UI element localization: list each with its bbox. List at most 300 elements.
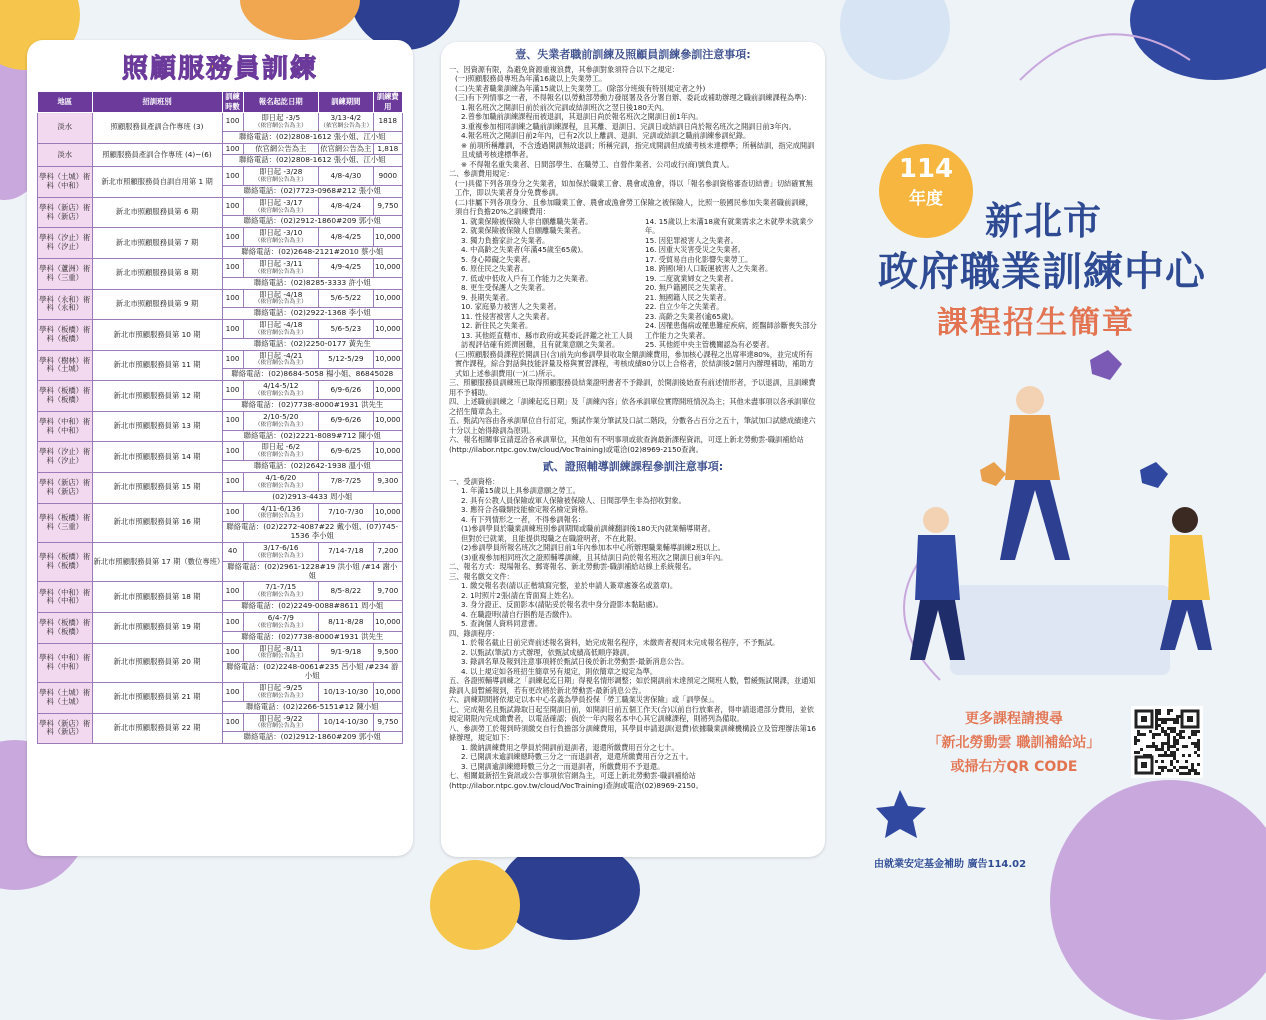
reg-date-cell	[243, 472, 319, 491]
region-cell: 學科（汐止）術科（汐止）	[38, 442, 93, 473]
footer-note: 由就業安定基金補助 廣告114.02	[874, 859, 1027, 870]
period: 5/12-5/29	[328, 354, 364, 364]
fee-cell: 10,000	[373, 320, 402, 339]
note-line: 9. 長期失業者。	[461, 292, 514, 302]
fee-cell: 10,000	[373, 289, 402, 308]
reg-date-cell	[243, 613, 319, 632]
course-table	[37, 91, 403, 744]
phone-cell: 聯絡電話：(02)7738-8000#1931 洪先生	[222, 631, 402, 643]
fee-cell: 10,000	[373, 258, 402, 277]
region-cell: 學科（板橋）術科（三重）	[38, 503, 93, 542]
note-line: 四、錄訓程序：	[449, 628, 500, 638]
class-cell: 新北市照顧服務員第 20 期	[92, 643, 222, 682]
note-line: 三、照顧服務員訓練班已取得照顧服務員結業證明書者不予錄訓，於開訓後始查有前述情形者，予以退訓，且訓練費用不予補助。	[449, 378, 816, 397]
phone-cell: 聯絡電話：(02)2266-5151#12 陳小姐	[222, 701, 402, 713]
reg-date-note: （依官網公告為主）	[254, 692, 307, 699]
hours-cell: 100	[222, 289, 243, 308]
table-row	[38, 683, 403, 702]
reg-date-cell	[243, 197, 319, 216]
hours-cell: 100	[222, 613, 243, 632]
period-cell	[319, 350, 374, 369]
note-line: (三)有下列情事之一者，不得報名(以勞動部勞動力發展署及各分署自辦、委託或補助辦理之職前訓練課程為準)：	[455, 93, 812, 103]
header-hours: 訓練時數	[222, 92, 243, 113]
period-cell	[319, 643, 374, 662]
class-cell: 新北市照顧服務員第 19 期	[92, 613, 222, 644]
note-line: 5. 身心障礙之失業者。	[461, 254, 535, 264]
reg-date-note: （依官網公告為主）	[254, 592, 307, 599]
note-line: 7. 低或中低收入戶有工作能力之失業者。	[461, 273, 593, 283]
reg-date: 即日起 -3/11	[259, 258, 303, 268]
reg-date-cell	[243, 381, 319, 400]
table-title: 照顧服務員訓練	[121, 54, 318, 84]
hours-cell: 100	[222, 442, 243, 461]
reg-date: 即日起 -3/28	[259, 167, 303, 177]
period: 6/9-6/25	[330, 445, 362, 455]
note-line: 14. 15歲以上未滿18歲有就業需求之未就學未就業少年。	[645, 216, 814, 236]
period-cell	[319, 258, 374, 277]
note-line: 5. 查詢個人資料同意書。	[461, 619, 543, 629]
hours-cell: 100	[222, 643, 243, 662]
note-line: 2.曾參加職前訓練課程而被退訓，其退訓日尚於報名班次之開訓日前1年內。	[461, 112, 703, 122]
class-cell: 照顧服務員產訓合作專班 (4)~(6)	[92, 143, 222, 167]
period-cell	[319, 228, 374, 247]
period: 7/8-7/25	[330, 476, 362, 486]
period-cell	[319, 289, 374, 308]
qr-code-icon	[1134, 709, 1200, 775]
identity-list-left	[449, 217, 633, 350]
period: 8/11-8/28	[328, 616, 364, 626]
reg-date-cell	[243, 289, 319, 308]
reg-date-note: （依官網公告為主）	[254, 653, 307, 660]
note-line: ※ 前項所稱離訓，不含透過開訓無故退訓；所稱完訓，指完成開訓但成績考核未達標準；所稱結訓，指完成開訓且成績考核達標準者。	[461, 140, 815, 160]
reg-date-cell	[243, 320, 319, 339]
class-cell: 新北市照顧服務員第 22 期	[92, 713, 222, 744]
note-line: 23. 高齡之失業者(逾65歲)。	[645, 311, 739, 321]
period-cell	[319, 582, 374, 601]
reg-date: 4/11-6/136	[260, 503, 301, 513]
reg-date-cell	[243, 442, 319, 461]
region-cell: 學科（中和）術科（中和）	[38, 643, 93, 682]
table-row	[38, 143, 403, 155]
section1-tail	[449, 350, 817, 455]
period: 7/10-7/30	[328, 507, 364, 517]
period-cell	[319, 143, 374, 155]
fee-cell: 10,000	[373, 350, 402, 369]
note-line: 8. 更生受保護人之失業者。	[461, 283, 550, 293]
period-cell	[319, 613, 374, 632]
class-cell: 新北市照顧服務員第 11 期	[92, 350, 222, 381]
reg-date: 依官網公告為主	[255, 143, 307, 153]
note-line: 3. 獨力負擔家計之失業者。	[461, 235, 550, 245]
table-row	[38, 442, 403, 461]
table-row	[38, 713, 403, 732]
period: 6/9-6/26	[330, 415, 362, 425]
note-line: (1)參訓學員於職業訓練班別參訓期間或職前訓練翻訓後180天內就業輔導期者。	[461, 524, 715, 534]
reg-date-cell	[243, 543, 319, 562]
fee-cell: 10,000	[373, 228, 402, 247]
hours-cell: 100	[222, 381, 243, 400]
fee-cell: 10,000	[373, 381, 402, 400]
note-line: 3. 應符合各職類技能檢定報名檢定資格。	[461, 505, 593, 515]
note-line: (二)非屬下列各項身分、且參加職業工會、農會或漁會勞工保險之被保險人，比照一般國民參加失業者職前訓練，須自行負擔20%之訓練費用：	[455, 197, 813, 217]
note-line: 22. 自立少年之失業者。	[645, 302, 724, 312]
phone-cell: 聯絡電話：(02)2912-1860#209 郭小姐	[222, 732, 402, 744]
note-line: 六、報名相關事宜請逕洽各承訓單位，其他如有不明事項或欲查詢最新課程資訊，可逕上新北勞動雲-職訓補給站(http://ilabor.ntpc.gov.tw/cloud/VocTraining)或電洽(02)8969-2150查詢。	[449, 435, 804, 454]
period: 6/9-6/26	[330, 384, 362, 394]
reg-date-cell	[243, 167, 319, 186]
note-line: 3. 已開訓逾訓練總時數三分之一而退訓者，所繳費用不予退還。	[461, 761, 665, 771]
note-line: 八、參訓勞工於報到時須繳交自行負擔部分訓練費用，其學員申請退訓(退費)依據職業訓練機構設立及管理辦法第16條辦理，規定如下：	[449, 723, 816, 743]
note-line: 4. 中高齡之失業者(年滿45歲至65歲)。	[461, 245, 588, 255]
period-cell	[319, 683, 374, 702]
section2-body	[449, 477, 817, 791]
reg-date: 即日起 -9/25	[259, 683, 303, 693]
reg-date-cell	[243, 113, 319, 132]
note-line: 12. 新住民之失業者。	[461, 321, 533, 331]
reg-date-cell	[243, 713, 319, 732]
reg-date-note: （依官網公告為主）	[254, 622, 307, 629]
note-line: (2)參訓學員所報名班次之開訓日前1年內參加本中心所辦理職業輔導訓練2班以上。	[461, 543, 725, 553]
class-cell: 新北市照顧服務員第 15 期	[92, 472, 222, 503]
period: 7/14-7/18	[328, 546, 364, 556]
table-row	[38, 582, 403, 601]
reg-date-note: （依官網公告為主）	[254, 207, 307, 214]
reg-date: 即日起 -3/17	[259, 197, 303, 207]
reg-date: 即日起 -4/18	[259, 320, 303, 330]
reg-date: 4/14-5/12	[263, 381, 299, 391]
period: 5/6-5/22	[330, 292, 362, 302]
class-cell: 新北市照顧服務員第 17 期（數位專班）	[92, 543, 222, 582]
table-row	[38, 167, 403, 186]
phone-cell: (02)2913-4433 周小姐	[222, 491, 402, 503]
reg-date-note: （依官網公告為主）	[254, 238, 307, 245]
region-cell: 學科（板橋）術科（板橋）	[38, 543, 93, 582]
reg-date: 即日起 -3/5	[261, 113, 301, 122]
section2-title: 貳、證照輔導訓練課程參訓注意事項:	[542, 460, 724, 474]
cover-title-center: 政府職業訓練中心	[878, 249, 1206, 295]
hours-cell: 100	[222, 503, 243, 522]
phone-cell: 聯絡電話：(02)7738-8000#1931 洪先生	[222, 399, 402, 411]
region-cell: 學科（板橋）術科（板橋）	[38, 613, 93, 644]
region-cell: 學科（板橋）術科（板橋）	[38, 381, 93, 412]
note-line: 六、訓練期間將依規定以本中心名義為學員投保「勞工職業災害保險」或「訓學保」。	[449, 695, 719, 705]
header-region: 地區	[38, 92, 93, 113]
note-line: 4. 在職證明(請自行斟酌是否繳件)。	[461, 609, 577, 619]
note-line: 2. 已開訓未逾訓練總時數三分之一而退訓者，退還所繳費用百分之五十。	[461, 752, 693, 762]
note-line: 1.報名班次之開訓日前於前次完訓或結訓班次之翌日後180天內。	[461, 102, 669, 112]
period: 3/13-4/2	[330, 113, 362, 122]
search-hint-line3: 或掃右方QR CODE	[950, 759, 1078, 775]
class-cell: 新北市照顧服務員第 10 期	[92, 320, 222, 351]
reg-date-note: （依官網公告為主）	[254, 176, 307, 183]
reg-date: 4/1-6/20	[265, 472, 297, 482]
hours-cell: 100	[222, 167, 243, 186]
header-reg-date: 報名起訖日期	[243, 92, 319, 113]
header-period: 訓練期間	[319, 92, 374, 113]
region-cell: 學科（中和）術科（中和）	[38, 582, 93, 613]
phone-cell: 聯絡電話：(02)2250-0177 黃先生	[222, 338, 402, 350]
reg-date-cell	[243, 228, 319, 247]
reg-date: 即日起 -4/21	[259, 350, 303, 360]
section1-body	[449, 65, 817, 217]
reg-date-cell	[243, 258, 319, 277]
identity-list	[449, 217, 817, 350]
note-line: 21. 無國籍人民之失業者。	[645, 292, 731, 302]
qr-code[interactable]	[1131, 706, 1203, 778]
reg-date-cell	[243, 503, 319, 522]
phone-cell: 聯絡電話：(02)2961-1228#19 洪小姐 /#14 謝小姐	[222, 561, 402, 582]
reg-date: 2/10-5/20	[263, 411, 299, 421]
period-cell	[319, 411, 374, 430]
hours-cell: 100	[222, 683, 243, 702]
reg-date-note: （依官網公告為主）	[254, 482, 307, 489]
note-line: 4.報名班次之開訓日前2年內，已有2次以上離訓、退訓、完訓或結訓之職前訓練參訓紀錄。	[461, 131, 751, 141]
period-cell	[319, 503, 374, 522]
note-line: 1. 就業保險被保險人非自願離職失業者。	[461, 216, 593, 226]
bg-yellow-bottom	[430, 860, 520, 950]
class-cell: 新北市照顧服務員第 12 期	[92, 381, 222, 412]
note-line: 19. 二度就業婦女之失業者。	[645, 273, 738, 283]
region-cell: 學科（中和）術科（中和）	[38, 411, 93, 442]
region-cell: 學科（永和）術科（永和）	[38, 289, 93, 320]
region-cell: 淡水	[38, 143, 93, 167]
reg-date-note: （依官網公告為主）	[254, 391, 307, 397]
reg-date: 即日起 -9/22	[259, 713, 303, 723]
phone-cell: 聯絡電話：(02)2249-0088#8611 周小姐	[222, 601, 402, 613]
header-fee: 訓練費用	[373, 92, 402, 113]
reg-date-note: （依官網公告為主）	[254, 552, 307, 559]
region-cell: 淡水	[38, 113, 93, 144]
table-row	[38, 197, 403, 216]
period: 5/6-5/23	[330, 323, 362, 333]
hours-cell: 100	[222, 113, 243, 132]
notes-panel	[441, 42, 825, 857]
table-row	[38, 113, 403, 132]
bg-orange-shape	[240, 0, 360, 40]
person2-head-icon	[923, 507, 949, 533]
hours-cell: 100	[222, 472, 243, 491]
region-cell: 學科（新店）術科（新店）	[38, 197, 93, 228]
phone-cell: 聯絡電話：(02)2808-1612 張小姐、江小姐	[222, 155, 402, 167]
table-row	[38, 503, 403, 522]
note-line: 24. 因罹患傷病或罹患難症疾病，經醫師診斷喪失部分工作能力之失業者。	[645, 321, 817, 340]
fee-cell: 9,300	[373, 472, 402, 491]
note-line: (一)照顧服務員專班為年滿16歲以上失業勞工。	[455, 74, 607, 84]
search-hint-line2: 「新北勞動雲 職訓補給站」	[927, 735, 1101, 751]
period: 9/1-9/18	[330, 647, 362, 657]
table-row	[38, 643, 403, 662]
region-cell: 學科（土城）術科（土城）	[38, 683, 93, 714]
header-class: 招訓班別	[92, 92, 222, 113]
period-cell	[319, 320, 374, 339]
phone-cell: 聯絡電話：(02)8684-5058 楊小姐、86845028	[222, 369, 402, 381]
reg-date-note: （依官網公告為主）	[254, 513, 307, 520]
period-cell	[319, 442, 374, 461]
note-line: 五、甄試內容由各承訓單位自行訂定，甄試作業分筆試及口試二階段，分數各占百分之五十，筆試加口試總成績達六十分以上始得錄訓為原則。	[449, 416, 816, 435]
course-table-panel	[27, 40, 413, 856]
note-line: 13. 其他經直轄市、縣市政府或其委託評鑑之社工人員訪視評估確有經濟困難，且有就業意願之失業者。	[461, 330, 633, 350]
region-cell: 學科（樹林）術科（土城）	[38, 350, 93, 381]
reg-date-note: （依官網公告為主）	[254, 268, 307, 275]
period-cell	[319, 167, 374, 186]
period-cell	[319, 197, 374, 216]
desk-shape	[950, 585, 1170, 675]
reg-date-cell	[243, 411, 319, 430]
class-cell: 新北市照顧服務員第 6 期	[92, 197, 222, 228]
reg-date: 即日起 -8/11	[259, 643, 303, 653]
phone-cell: 聯絡電話：(02)7723-0968#212 張小姐	[222, 185, 402, 197]
cover-title-city: 新北市	[985, 199, 1103, 243]
phone-cell: 聯絡電話：(02)2248-0061#235 呂小姐 /#234 游小姐	[222, 662, 402, 683]
fee-cell: 10,000	[373, 503, 402, 522]
reg-date-note: （依官網公告為主）	[254, 329, 307, 336]
phone-cell: 聯絡電話：(02)2922-1368 李小姐	[222, 308, 402, 320]
fee-cell: 9,700	[373, 582, 402, 601]
person3-head-icon	[1172, 507, 1198, 533]
reg-date: 即日起 -3/10	[259, 228, 303, 238]
hours-cell: 100	[222, 228, 243, 247]
note-line: 10. 家庭暴力被害人之失業者。	[461, 302, 561, 312]
fee-cell: 9,500	[373, 643, 402, 662]
table-row	[38, 320, 403, 339]
note-line: 4. 以上規定如各班招生簡章另有規定，則依簡章之規定為準。	[461, 666, 658, 676]
table-row	[38, 289, 403, 308]
region-cell: 學科（新店）術科（新店）	[38, 713, 93, 744]
table-row	[38, 258, 403, 277]
table-row	[38, 228, 403, 247]
region-cell: 學科（蘆洲）術科（三重）	[38, 258, 93, 289]
reg-date-cell	[243, 643, 319, 662]
note-line: 3. 身分證正、反面影本(請貼妥於報名表中身分證影本黏貼處)。	[461, 600, 663, 610]
period: 8/5-8/22	[330, 585, 362, 595]
table-row	[38, 411, 403, 430]
phone-cell: 聯絡電話：(02)2808-1612 張小姐、江小姐	[222, 131, 402, 143]
period: 4/8-4/25	[330, 231, 362, 241]
search-hint	[916, 707, 1112, 779]
reg-date-note: （依官網公告為主）	[254, 452, 307, 459]
table-row	[38, 472, 403, 491]
reg-date: 6/4-7/9	[267, 613, 294, 623]
note-line: 1. 繳納訓練費用之學員於開訓前退訓者，退還所繳費用百分之七十。	[461, 742, 679, 752]
table-row	[38, 543, 403, 562]
reg-date-cell	[243, 683, 319, 702]
badge-number: 114	[898, 154, 954, 184]
class-cell: 新北市照顧服務員自訓自用第 1 期	[92, 167, 222, 198]
region-cell: 學科（汐止）術科（汐止）	[38, 228, 93, 259]
fee-cell: 1,818	[373, 143, 402, 155]
region-cell: 學科（板橋）術科（板橋）	[38, 320, 93, 351]
hours-cell: 40	[222, 543, 243, 562]
fee-cell: 10,000	[373, 683, 402, 702]
reg-date-note: （依官網公告為主）	[254, 723, 307, 730]
badge-year-label: 年度	[909, 189, 943, 209]
hours-cell: 100	[222, 143, 243, 155]
note-line: 3. 錄訓名單及報到注意事項將於甄試日後於新北勞動雲-最新消息公告。	[461, 657, 689, 667]
section1-title: 壹、失業者職前訓練及照顧員訓練參訓注意事項:	[515, 48, 751, 61]
note-line: 三、報名繳交文件：	[449, 571, 514, 581]
period-note: （依官網公告為主）	[320, 122, 373, 129]
hours-cell: 100	[222, 350, 243, 369]
note-line: (一)具備下列各項身分之失業者，如加保於職業工會、農會或漁會，得以「報名參訓資格審查切結書」切結確實無工作，即以失業者身分免費參訓。	[455, 178, 813, 198]
person-head-icon	[1016, 386, 1044, 414]
table-row	[38, 613, 403, 632]
table-row	[38, 381, 403, 400]
period: 依官網公告為主	[320, 143, 372, 153]
fee-cell: 10,000	[373, 442, 402, 461]
class-cell: 新北市照顧服務員第 9 期	[92, 289, 222, 320]
note-line: 七、完成報名且甄試錄取日起至開訓日前，如開訓日前五個工作天(含)以前自行放棄者，得申請退還部分費用，並依規定期限內完成繳費者，以電話確認；倘於一年內報名本中心其它訓練課程，則將列為備取。	[449, 704, 814, 724]
note-line: 五、各證照輔導訓練之「訓練起迄日期」得視名情形調整；如於開訓前未達預定之開班人數，暫緩甄試開課，並通知錄訓人員暫緩報到，若有更改將於新北勞動雲-最新消息公告。	[449, 676, 816, 695]
note-line: 四、上述職前訓練之「訓練起迄日期」及「訓練內容」依各承訓單位實際開班情況為主；其他未盡事項以各承訓單位之招生簡章為主。	[449, 397, 816, 416]
reg-date-cell	[243, 582, 319, 601]
note-line: 一、因資源有限，為避免資源重複浪費，其參訓對象須符合以下之規定：	[449, 64, 680, 74]
note-line: 2. 1吋照片2張(請在背面寫上姓名)。	[461, 590, 579, 600]
note-line: 1. 於報名截止日前完齊前述報名資料，始完成報名程序，未繳齊者視同未完成報名程序，不予甄試。	[461, 638, 780, 648]
hours-cell: 100	[222, 582, 243, 601]
note-line: 一、受訓資格：	[449, 476, 500, 486]
phone-cell: 聯絡電話：(02)2221-8089#712 陳小姐	[222, 430, 402, 442]
class-cell: 新北市照顧服務員第 16 期	[92, 503, 222, 542]
period: 10/13-10/30	[323, 686, 369, 696]
note-line: 2. 以甄試(筆試)方式辦理，依甄試成績高低順序錄訓。	[461, 647, 634, 657]
period: 10/14-10/30	[323, 717, 369, 727]
reg-date-cell	[243, 350, 319, 369]
period-cell	[319, 472, 374, 491]
region-cell: 學科（土城）術科（中和）	[38, 167, 93, 198]
reg-date-note: （依官網公告為主）	[254, 122, 307, 129]
note-line: (二)失業者職業訓練為年滿15歲以上失業勞工。(除部分班級有特別規定者之外)	[455, 83, 706, 93]
note-line: 3.重複參加相同訓練之職前訓練課程，且其離、退訓日、完訓日或結訓日尚於報名班次之開訓日前3年內。	[461, 121, 796, 131]
note-line: (3)重複參加相同班次之證照輔導訓練，且其結訓日尚於報名班次之開訓日前3年內。	[461, 552, 728, 562]
hours-cell: 100	[222, 197, 243, 216]
hours-cell: 100	[222, 320, 243, 339]
reg-date-cell	[243, 143, 319, 155]
note-line: 6. 原住民之失業者。	[461, 264, 528, 274]
note-line: 二、報名方式：現場報名、郵寄報名、新北勞動雲-職訓補給站線上系統報名。	[449, 562, 696, 572]
fee-cell: 10,000	[373, 613, 402, 632]
identity-list-right	[633, 217, 817, 350]
class-cell: 新北市照顧服務員第 14 期	[92, 442, 222, 473]
period-cell	[319, 543, 374, 562]
note-line: 七、相關最新招生資訊或公告事項依官網為主，可逕上新北勞動雲-職訓補給站(http://ilabor.ntpc.gov.tw/cloud/VocTraining)查詢或電洽(02)8969-2150。	[449, 771, 703, 790]
reg-date: 3/17-6/16	[263, 543, 299, 553]
period-cell	[319, 713, 374, 732]
phone-cell: 聯絡電話：(02)2912-1860#209 郭小姐	[222, 216, 402, 228]
period: 4/9-4/25	[330, 262, 362, 272]
note-line: 11. 性侵害被害人之失業者。	[461, 311, 554, 321]
phone-cell: 聯絡電話：(02)8285-3333 許小姐	[222, 277, 402, 289]
fee-cell: 9000	[373, 167, 402, 186]
reg-date: 7/1-7/15	[265, 582, 297, 592]
note-line: 25. 其他經中央主管機關認為有必要者。	[645, 340, 774, 350]
region-cell: 學科（新店）術科（新店）	[38, 472, 93, 503]
note-line: 2. 具有公教人員保險或軍人保險被保險人、日間部學生非為招收對象。	[461, 495, 686, 505]
fee-cell: 9,750	[373, 713, 402, 732]
note-line: 二、參訓費用規定：	[449, 169, 514, 179]
puzzle-piece-icon	[1090, 350, 1122, 380]
class-cell: 新北市照顧服務員第 18 期	[92, 582, 222, 613]
phone-cell: 聯絡電話：(02)2272-4087#22 戴小姐、(07)745-1536 李小姐	[222, 522, 402, 543]
table-row	[38, 350, 403, 369]
class-cell: 新北市照顧服務員第 8 期	[92, 258, 222, 289]
note-line: 4. 有下列情形之一者，不得參訓報名：	[461, 514, 586, 524]
cover-subtitle: 課程招生簡章	[937, 305, 1135, 341]
note-line: ※ 不得報名重失業者、日間部學生、在職勞工、自營作業者、公司或行(商)號負責人。	[461, 159, 734, 169]
hours-cell: 100	[222, 258, 243, 277]
class-cell: 新北市照顧服務員第 13 期	[92, 411, 222, 442]
hours-cell: 100	[222, 411, 243, 430]
fee-cell: 9,750	[373, 197, 402, 216]
